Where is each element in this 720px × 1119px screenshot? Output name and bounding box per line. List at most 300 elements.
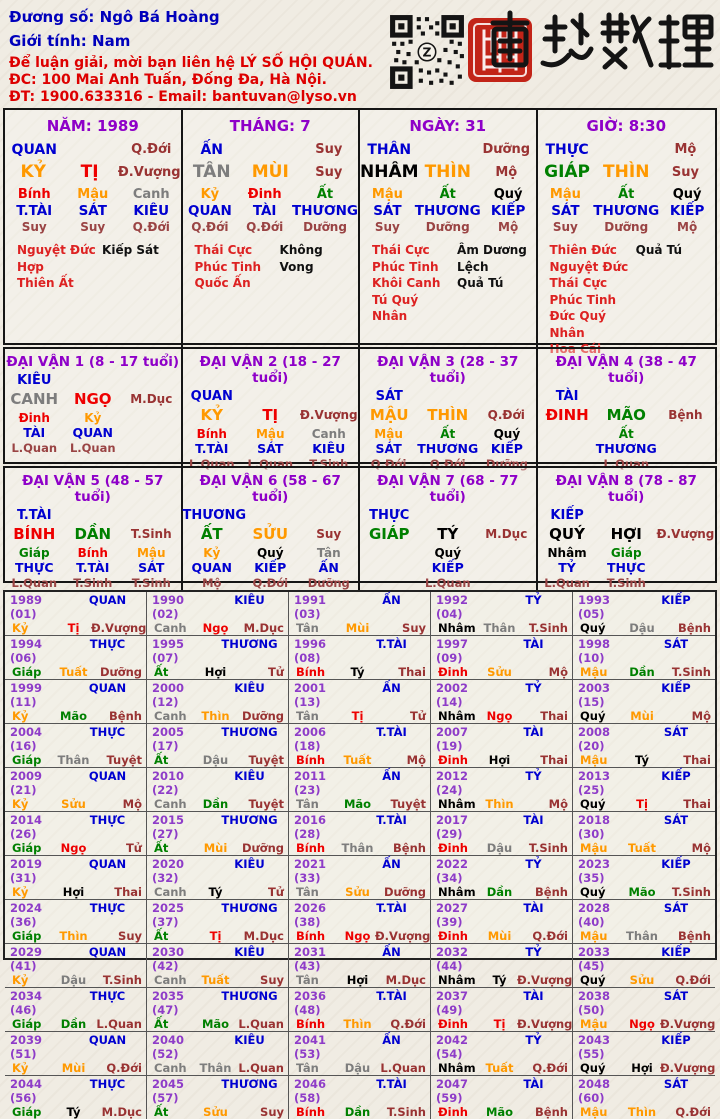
year-branch: Mùi: [345, 621, 370, 635]
year-stage: Q.Đới: [675, 973, 711, 987]
dai-van-row-1-4: [3, 347, 717, 471]
year-branch: Thân: [483, 621, 516, 635]
hidden-stem-column: [64, 187, 123, 235]
year-stage: Suy: [260, 973, 284, 987]
year-label: 1998 (10): [578, 637, 611, 665]
year-label: 2016 (28): [294, 813, 327, 841]
year-stem: Canh: [154, 885, 187, 899]
year-god: TÀI: [523, 637, 544, 651]
year-branch: Mùi: [203, 841, 228, 855]
year-label: 2030 (42): [152, 945, 185, 973]
hidden-stem-god: THỰC: [606, 560, 646, 575]
year-stem: Tân: [296, 709, 319, 723]
year-stem: Bính: [296, 929, 326, 943]
year-stage: Tuyệt: [248, 753, 284, 767]
hidden-stem-god: ẤN: [318, 560, 339, 575]
year-stage: Q.Đới: [106, 1061, 142, 1075]
year-branch: Tuất: [59, 665, 88, 679]
hidden-stem-column: [478, 427, 535, 471]
year-cell-2035: [147, 988, 289, 1032]
hidden-stem-stage: T.Sinh: [131, 576, 171, 590]
hidden-stem: Quý: [672, 187, 702, 202]
year-branch: Hợi: [488, 753, 511, 767]
year-god: THỰC: [89, 637, 126, 651]
pillar-stage-top: Dưỡng: [482, 142, 531, 157]
year-god: THƯƠNG: [221, 813, 278, 827]
star-name: Thiên Ất: [17, 276, 74, 291]
year-stage: Q.Đới: [390, 1017, 426, 1031]
year-branch: Tuất: [343, 753, 372, 767]
year-label: 2029 (41): [10, 945, 43, 973]
year-branch: Sửu: [487, 665, 512, 679]
year-branch: Thìn: [485, 797, 514, 811]
year-label: 2028 (40): [578, 901, 611, 929]
hidden-stem-column: [122, 187, 181, 235]
star-name: Phúc Tinh: [372, 259, 439, 274]
hidden-stem: Đinh: [18, 411, 50, 425]
hidden-stem-god: KIÊU: [312, 441, 346, 456]
year-stage: Tử: [267, 665, 284, 679]
pillar-stage: Đ.Vượng: [299, 408, 358, 422]
hidden-stem-stage: T.Sinh: [309, 457, 349, 471]
pillar-branch: MÙI: [251, 162, 289, 182]
hidden-stems: [360, 546, 536, 590]
hidden-stem-god: SÁT: [257, 441, 284, 456]
year-god: TÀI: [523, 901, 544, 915]
hidden-stem-god: QUAN: [191, 560, 233, 575]
year-stage: M.Dục: [243, 929, 284, 943]
hidden-stem-column: [417, 427, 478, 471]
dai-van-4: [538, 349, 716, 471]
hidden-stem: Tân: [316, 546, 341, 560]
year-stage: Thai: [540, 753, 568, 767]
year-cell-2000: [147, 680, 289, 724]
year-label: 2021 (33): [294, 857, 327, 885]
year-cell-2015: [147, 812, 289, 856]
hidden-stem-god: KIẾP: [490, 441, 523, 456]
year-stem: Kỷ: [12, 797, 29, 811]
year-god: T.TÀI: [376, 901, 407, 915]
year-cell-2005: [147, 724, 289, 768]
year-stage: Tuyệt: [390, 797, 426, 811]
year-cell-2023: [573, 856, 715, 900]
hidden-stems: [183, 187, 359, 235]
star-name: Không Vong: [279, 243, 323, 274]
year-god: KIÊU: [234, 769, 265, 783]
year-cell-1992: [431, 592, 573, 636]
pillar-stem: GIÁP: [544, 162, 591, 182]
year-cell-2026: [289, 900, 431, 944]
year-branch: Mùi: [487, 929, 512, 943]
year-cell-1991: [289, 592, 431, 636]
year-label: 2033 (45): [578, 945, 611, 973]
hidden-stem-god: THƯƠNG: [417, 441, 479, 456]
year-branch: Tị: [636, 797, 648, 811]
year-branch: Thìn: [201, 709, 230, 723]
year-branch: Dần: [486, 885, 513, 899]
star-name: Khôi Canh: [372, 276, 441, 291]
auspicious-stars-list: [17, 242, 102, 292]
pillar-stage: Q.Đới: [487, 408, 525, 422]
pillar-stem: NHÂM: [360, 162, 419, 182]
hidden-stem: Canh: [132, 187, 170, 202]
dai-van-1: [5, 349, 183, 471]
hidden-stem-god: THỰC: [14, 560, 54, 575]
year-label: 2002 (14): [436, 681, 469, 709]
year-stem: Tân: [296, 885, 319, 899]
pillar-stage: Bệnh: [668, 408, 703, 422]
year-god: KIÊU: [234, 945, 265, 959]
year-cell-2039: [5, 1032, 147, 1076]
year-stage: Bệnh: [109, 709, 142, 723]
year-label: 2014 (26): [10, 813, 43, 841]
pillar-stage-top: [656, 508, 715, 523]
year-label: 2003 (15): [578, 681, 611, 709]
pillar-hour: [538, 110, 716, 358]
year-stem: Đinh: [438, 929, 468, 943]
year-branch: Thân: [199, 1061, 232, 1075]
pillar-title: ĐẠI VẬN 8 (78 - 87 tuổi): [555, 473, 697, 505]
year-stem: Canh: [154, 973, 187, 987]
year-stage: Thai: [683, 797, 711, 811]
hidden-stem-god: SÁT: [551, 203, 580, 219]
hidden-stem-stage: Q.Đới: [370, 457, 407, 471]
year-stem: Nhâm: [438, 621, 476, 635]
year-stage: T.Sinh: [102, 973, 142, 987]
pillar-stage-top: [300, 389, 359, 404]
year-god: TỶ: [525, 945, 542, 959]
year-god: KIẾP: [661, 593, 691, 607]
hidden-stem-column: [64, 411, 123, 455]
hidden-stem-stage: Mộ: [677, 220, 698, 234]
hidden-stems: [183, 427, 359, 471]
pillar-title: ĐẠI VẬN 6 (58 - 67 tuổi): [199, 473, 341, 505]
year-cell-2043: [573, 1032, 715, 1076]
hidden-stem-stage: L.Quan: [424, 576, 471, 590]
dai-van-5: [5, 468, 183, 590]
year-stage: Mộ: [691, 841, 711, 855]
hidden-stem-god: THƯƠNG: [414, 203, 481, 219]
year-cell-2019: [5, 856, 147, 900]
year-branch: Ngọ: [202, 621, 229, 635]
year-stem: Canh: [154, 797, 187, 811]
year-god: ẤN: [382, 769, 401, 783]
year-branch: Sửu: [61, 797, 86, 811]
pillar-stage-top: Suy: [315, 142, 343, 157]
hidden-stem-stage: Dưỡng: [307, 576, 350, 590]
year-god: KIẾP: [661, 1033, 691, 1047]
pillar-title: ĐẠI VẬN 7 (68 - 77 tuổi): [377, 473, 519, 505]
star-name: Thiên Đức: [549, 243, 617, 257]
contact-invite-line: Để luận giải, mời bạn liên hệ LÝ SỐ HỘI QUÁN.: [9, 55, 373, 71]
star-name: Phúc Tinh: [549, 292, 617, 307]
year-stem: Giáp: [12, 753, 42, 767]
pillar-title: NĂM: 1989: [46, 117, 139, 135]
year-label: 2020 (32): [152, 857, 185, 885]
year-god: SÁT: [663, 725, 689, 739]
year-god: ẤN: [382, 945, 401, 959]
brand-calligraphy: [483, 7, 715, 77]
year-god: T.TÀI: [376, 637, 407, 651]
year-stem: Nhâm: [438, 797, 476, 811]
auspicious-stars-list: [372, 242, 457, 325]
hidden-stem-column: [183, 546, 242, 590]
year-label: 2039 (51): [10, 1033, 43, 1061]
pillar-stem: TÂN: [192, 162, 231, 182]
year-stem: Ất: [154, 929, 169, 943]
hidden-stem: Nhâm: [547, 546, 587, 560]
year-branch: Sửu: [203, 1105, 228, 1119]
year-cell-2013: [573, 768, 715, 812]
year-god: TÀI: [523, 989, 544, 1003]
year-cell-2047: [431, 1076, 573, 1119]
year-cell-2036: [289, 988, 431, 1032]
hidden-stem-column: [477, 546, 536, 590]
year-stem: Đinh: [438, 841, 468, 855]
pillar-stage-top: [477, 508, 536, 523]
hidden-stem: Ất: [440, 427, 456, 441]
pillar-stage-top: [122, 373, 181, 388]
hidden-stems: [360, 187, 536, 235]
hidden-stem-stage: L.Quan: [11, 441, 58, 455]
year-god: THỰC: [89, 989, 126, 1003]
year-label: 2027 (39): [436, 901, 469, 929]
year-god: QUAN: [88, 945, 127, 959]
year-branch: Thìn: [343, 1017, 372, 1031]
year-cell-2002: [431, 680, 573, 724]
year-god: TỶ: [525, 593, 542, 607]
year-branch: Thân: [626, 929, 658, 943]
pillar-stage: Đ.Vượng: [656, 527, 715, 541]
year-stage: Thai: [114, 885, 142, 899]
year-cell-2028: [573, 900, 715, 944]
pillar-branch: THÌN: [427, 406, 469, 424]
pillar-stage: Suy: [671, 164, 699, 180]
year-god: THỰC: [89, 725, 126, 739]
year-stage: Suy: [402, 621, 426, 635]
hidden-stem-god: KIẾP: [669, 203, 705, 219]
year-stage: T.Sinh: [528, 841, 568, 855]
year-cell-2020: [147, 856, 289, 900]
year-branch: Tuất: [485, 1061, 514, 1075]
hidden-stem: Quý: [256, 546, 284, 560]
year-stage: Mộ: [548, 797, 568, 811]
year-stem: Mậu: [580, 1105, 608, 1119]
year-branch: Mão: [485, 1105, 514, 1119]
hidden-stem-god: TÀI: [23, 425, 46, 440]
year-branch: Dậu: [60, 973, 87, 987]
pillar-stage-top: [122, 508, 181, 523]
pillar-title: ĐẠI VẬN 1 (8 - 17 tuổi): [6, 354, 180, 370]
hidden-stem-column: [241, 546, 300, 590]
year-cell-2044: [5, 1076, 147, 1119]
hidden-stem-column: [122, 546, 181, 590]
hidden-stem-stage: L.Quan: [544, 576, 590, 590]
year-cell-2027: [431, 900, 573, 944]
hidden-stems: [183, 546, 359, 590]
hidden-stem: Mậu: [136, 546, 166, 560]
hidden-stem-column: [538, 546, 597, 590]
year-stage: Thai: [683, 753, 711, 767]
year-stem: Mậu: [580, 753, 608, 767]
year-stem: Quý: [580, 621, 606, 635]
hidden-stem: Kỷ: [203, 546, 221, 560]
year-stage: Bệnh: [678, 621, 711, 635]
hidden-stem-column: [300, 427, 359, 471]
hidden-stem-god: THƯƠNG: [595, 441, 657, 456]
year-god: ẤN: [382, 681, 401, 695]
year-stage: Mộ: [122, 797, 142, 811]
hidden-stem-stage: Q.Đới: [132, 220, 170, 234]
hidden-stem: Quý: [434, 546, 462, 560]
year-stage: Mộ: [691, 709, 711, 723]
year-branch: Tị: [67, 621, 80, 635]
year-stage: T.Sinh: [386, 1105, 426, 1119]
year-label: 2017 (29): [436, 813, 469, 841]
year-stage: Suy: [260, 1105, 284, 1119]
qr-center-logo-letter: Z: [422, 45, 432, 60]
year-god: SÁT: [663, 901, 689, 915]
hidden-stem-god: TÀI: [252, 203, 277, 219]
pillar-branch: TỊ: [80, 162, 99, 182]
year-branch: Thìn: [59, 929, 88, 943]
hidden-stem-column: [538, 187, 594, 235]
year-branch: Dần: [629, 665, 655, 679]
year-cell-2007: [431, 724, 573, 768]
year-branch: Mão: [59, 709, 88, 723]
year-cell-2030: [147, 944, 289, 988]
year-label: 2005 (17): [152, 725, 185, 753]
year-cell-1998: [573, 636, 715, 680]
year-cell-2001: [289, 680, 431, 724]
dai-van-7: [360, 468, 538, 590]
hidden-stem-god: SÁT: [78, 203, 107, 219]
year-cell-2037: [431, 988, 573, 1032]
year-label: 2004 (16): [10, 725, 43, 753]
year-branch: Tuất: [627, 841, 657, 855]
year-label: 2013 (25): [578, 769, 611, 797]
star-name: Quả Tú: [635, 243, 683, 257]
year-cell-2021: [289, 856, 431, 900]
hidden-stem: Bính: [17, 187, 51, 202]
hidden-stem-stage: Suy: [80, 220, 106, 234]
year-stage: Bệnh: [393, 841, 426, 855]
hidden-stem-stage: L.Quan: [603, 457, 650, 471]
year-cell-2012: [431, 768, 573, 812]
pillar-stem: ĐINH: [545, 406, 589, 424]
year-god: TỶ: [525, 1033, 542, 1047]
year-god: KIÊU: [234, 857, 265, 871]
year-branch: Dần: [60, 1017, 87, 1031]
hidden-stem-god: TỶ: [558, 560, 576, 575]
dai-van-row-5-8: [3, 466, 717, 590]
year-god: KIẾP: [661, 945, 691, 959]
year-label: 1990 (02): [152, 593, 185, 621]
year-stage: Suy: [118, 929, 142, 943]
year-god: THƯƠNG: [221, 637, 278, 651]
hidden-stem: Mậu: [255, 427, 285, 441]
auspicious-stars-list: [195, 242, 280, 292]
hidden-stem: Bính: [77, 546, 108, 560]
year-label: 2015 (27): [152, 813, 185, 841]
year-cell-2025: [147, 900, 289, 944]
year-branch: Tý: [208, 885, 223, 899]
year-label: 2009 (21): [10, 769, 43, 797]
year-branch: Tị: [209, 929, 222, 943]
year-stem: Đinh: [438, 1105, 468, 1119]
year-label: 2037 (49): [436, 989, 469, 1017]
year-label: 2012 (24): [436, 769, 469, 797]
year-stem: Ất: [154, 753, 169, 767]
year-cell-2006: [289, 724, 431, 768]
star-name: Thái Cực: [549, 276, 608, 291]
year-stage: Đ.Vượng: [91, 621, 147, 635]
hidden-stem-stage: Suy: [21, 220, 47, 234]
year-cell-1997: [431, 636, 573, 680]
pillar-stage-top: [656, 389, 715, 404]
year-god: THỰC: [89, 901, 126, 915]
hidden-stem-column: [593, 187, 659, 235]
hidden-stem-column: [292, 187, 358, 235]
year-stage: Tử: [267, 885, 284, 899]
hidden-stem: Ất: [618, 427, 634, 441]
pillar-stage-top: Mộ: [674, 142, 697, 157]
year-stage: T.Sinh: [528, 621, 568, 635]
hidden-stem-column: [656, 546, 715, 590]
year-stage: T.Sinh: [671, 665, 711, 679]
hidden-stems: [5, 187, 181, 235]
hidden-stem-god: KIẾP: [431, 560, 464, 575]
hidden-stem-stage: Q.Đới: [429, 457, 466, 471]
year-stage: L.Quan: [380, 1061, 426, 1075]
year-label: 2034 (46): [10, 989, 43, 1017]
year-god: T.TÀI: [376, 813, 407, 827]
pillar-stage-top: [302, 508, 358, 523]
year-stem: Quý: [580, 1061, 606, 1075]
other-stars-list: [102, 242, 174, 292]
year-stem: Quý: [580, 885, 606, 899]
year-god: TÀI: [523, 725, 544, 739]
hidden-stem-column: [360, 427, 417, 471]
hidden-stem-column: [419, 546, 478, 590]
year-god: KIÊU: [234, 681, 265, 695]
hidden-stem-stage: L.Quan: [188, 457, 235, 471]
year-stage: Thai: [398, 665, 426, 679]
pillar-stem: CANH: [10, 390, 59, 408]
pillar-branch: THÌN: [424, 162, 471, 182]
year-god: TỶ: [525, 681, 542, 695]
year-label: 2007 (19): [436, 725, 469, 753]
year-stem: Bính: [296, 1105, 326, 1119]
year-stem: Tân: [296, 797, 319, 811]
year-label: 2010 (22): [152, 769, 185, 797]
pillar-god: THỰC: [369, 508, 410, 523]
year-stem: Canh: [154, 709, 187, 723]
year-god: TỶ: [525, 769, 542, 783]
star-name: Tú Quý Nhân: [372, 292, 419, 324]
year-stem: Quý: [580, 797, 606, 811]
year-stage: L.Quan: [238, 1017, 284, 1031]
year-label: 1999 (11): [10, 681, 43, 709]
year-branch: Mão: [343, 797, 372, 811]
hidden-stem: Canh: [311, 427, 346, 441]
year-god: QUAN: [88, 769, 127, 783]
year-branch: Tý: [350, 665, 365, 679]
hidden-stem-stage: L.Quan: [247, 457, 294, 471]
hidden-stem-column: [538, 427, 596, 471]
pillar-stage: M.Dục: [130, 392, 173, 406]
year-branch: Mùi: [61, 1061, 86, 1075]
